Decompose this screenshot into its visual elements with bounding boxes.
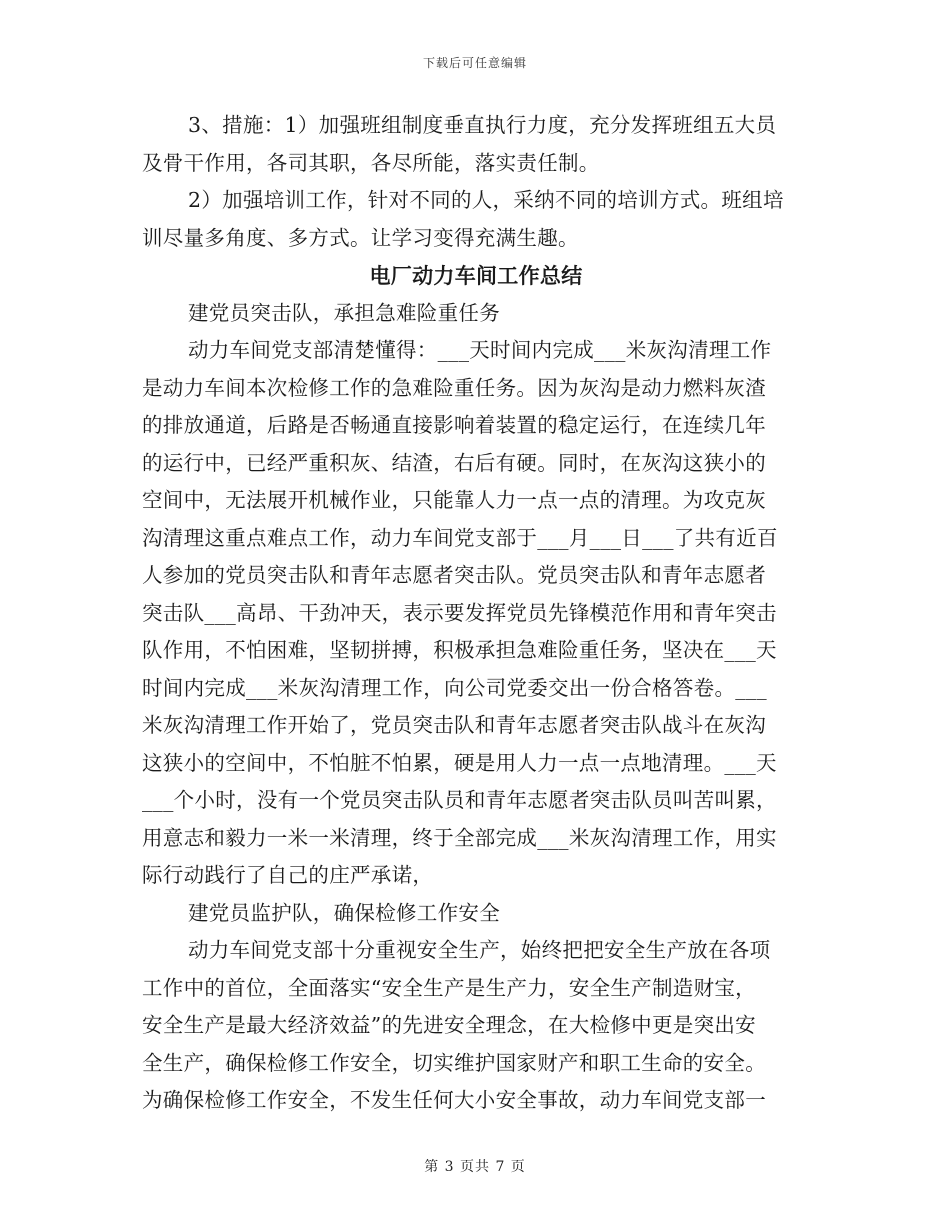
- text-line: 时间内完成___米灰沟清理工作，向公司党委交出一份合格答卷。___: [142, 675, 767, 700]
- text-line: 用意志和毅力一米一米清理，终于全部完成___米灰沟清理工作，用实: [142, 825, 777, 850]
- text-line: 动力车间党支部清楚懂得：___天时间内完成___米灰沟清理工作: [188, 338, 772, 362]
- text-line: 3、措施：1）加强班组制度垂直执行力度，充分发挥班组五大员: [188, 113, 777, 137]
- text-line: 米灰沟清理工作开始了，党员突击队和青年志愿者突击队战斗在灰沟: [142, 713, 766, 737]
- text-line: 是动力车间本次检修工作的急难险重任务。因为灰沟是动力燃料灰渣: [142, 375, 766, 400]
- text-line: 突击队___高昂、干劲冲天，表示要发挥党员先锋模范作用和青年突击: [142, 600, 777, 625]
- text-line: 这狭小的空间中，不怕脏不怕累，硬是用人力一点一点地清理。___天: [142, 750, 777, 775]
- text-line: 人参加的党员突击队和青年志愿者突击队。党员突击队和青年志愿者: [142, 563, 766, 587]
- header-note: 下载后可任意编辑: [422, 56, 527, 70]
- text-line: 队作用，不怕困难，坚韧拼搏，积极承担急难险重任务，坚决在___天: [142, 638, 777, 662]
- text-line: 建党员监护队，确保检修工作安全: [188, 900, 500, 925]
- text-line: 沟清理这重点难点工作，动力车间党支部于___月___日___了共有近百: [142, 525, 778, 550]
- text-line: 全生产，确保检修工作安全，切实维护国家财产和职工生命的安全。: [142, 1050, 766, 1075]
- text-line: 及骨干作用，各司其职，各尽所能，落实责任制。: [142, 150, 600, 175]
- text-line: 工作中的首位，全面落实“安全生产是生产力，安全生产制造财宝，: [142, 975, 756, 1000]
- page-number: 第 3 页共 7 页: [424, 1159, 526, 1175]
- text-line: 的排放通道，后路是否畅通直接影响着装置的稳定运行，在连续几年: [142, 413, 766, 437]
- text-line: 训尽量多角度、多方式。让学习变得充满生趣。: [142, 225, 579, 250]
- text-line: 建党员突击队，承担急难险重任务: [188, 300, 500, 325]
- document-body: [142, 107, 810, 1120]
- text-line: 安全生产是最大经济效益”的先进安全理念，在大检修中更是突出安: [142, 1013, 756, 1037]
- text-line: 空间中，无法展开机械作业，只能靠人力一点一点的清理。为攻克灰: [142, 488, 766, 512]
- text-line: ___个小时，没有一个党员突击队员和青年志愿者突击队员叫苦叫累，: [142, 788, 777, 812]
- text-line: 的运行中，已经严重积灰、结渣，右后有硬。同时，在灰沟这狭小的: [142, 450, 766, 475]
- section-title: 电厂动力车间工作总结: [369, 263, 583, 288]
- text-line: 2）加强培训工作，针对不同的人，采纳不同的培训方式。班组培: [188, 188, 784, 212]
- text-line: 际行动践行了自己的庄严承诺，: [142, 863, 434, 887]
- text-line: 动力车间党支部十分重视安全生产，始终把把安全生产放在各项: [188, 938, 771, 962]
- text-line: 为确保检修工作安全，不发生任何大小安全事故，动力车间党支部一: [142, 1088, 766, 1112]
